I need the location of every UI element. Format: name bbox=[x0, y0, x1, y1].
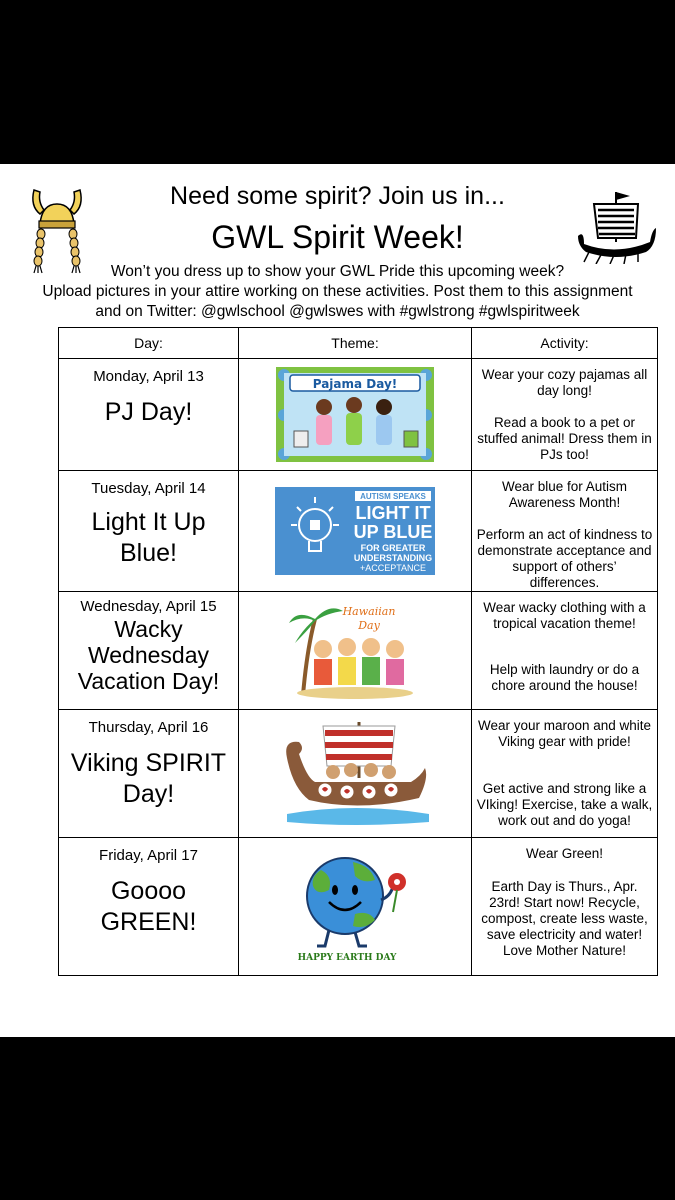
footer-text: Take pictures! Post them to this assignment and Twitter! @gwlswes @GWLSchool #gwlstrong #gwlspiritweek bbox=[35, 1116, 640, 1130]
viking-boat-image bbox=[279, 718, 431, 830]
activity-cell bbox=[472, 710, 658, 838]
day-name bbox=[59, 507, 238, 569]
day-name-line: Vacation Day! bbox=[77, 668, 220, 694]
day-name-line: Goooo bbox=[110, 877, 187, 905]
day-cell bbox=[59, 592, 239, 710]
theme-cell bbox=[239, 710, 472, 838]
activity-text: Wear wacky clothing with a tropical vacation theme! bbox=[483, 600, 646, 631]
activity-text: Earth Day is Thurs., Apr. 23rd! Start now! Recycle, compost, create less waste, save electricity and water! Love Mother Nature! bbox=[481, 879, 648, 958]
day-name-line: Wacky bbox=[114, 616, 183, 642]
page-subtitle: Need some spirit? Join us in... bbox=[170, 182, 505, 210]
activity-cell bbox=[472, 838, 658, 976]
day-date: Thursday, April 16 bbox=[88, 719, 209, 736]
activity-cell bbox=[472, 592, 658, 710]
day-name-line: Day! bbox=[122, 780, 175, 808]
image-caption: FOR GREATER bbox=[360, 543, 426, 553]
activity-text: Wear blue for Autism Awareness Month! bbox=[501, 479, 628, 510]
happy-earth-day-image bbox=[293, 850, 417, 964]
activity-cell bbox=[472, 359, 658, 471]
day-name-line: PJ Day! bbox=[104, 398, 193, 426]
activity-text: Help with laundry or do a chore around the house! bbox=[489, 662, 640, 693]
theme-cell bbox=[239, 592, 472, 710]
activity-text: Get active and strong like a VIking! Exercise, take a walk, work out and do yoga! bbox=[476, 781, 653, 828]
day-name bbox=[59, 748, 238, 810]
day-name bbox=[59, 616, 238, 694]
activity-text: Perform an act of kindness to demonstrate acceptance and support of others’ differences. bbox=[476, 527, 653, 590]
activity-text: Wear your maroon and white Viking gear with pride! bbox=[477, 718, 652, 749]
image-caption: Hawaiian bbox=[342, 604, 396, 618]
intro-line: Won’t you dress up to show your GWL Pride this upcoming week? bbox=[110, 263, 565, 280]
day-cell bbox=[59, 710, 239, 838]
day-name bbox=[59, 397, 238, 428]
activity-text: Read a book to a pet or stuffed animal! Dress them in PJs too! bbox=[477, 415, 652, 462]
pajama-day-image bbox=[276, 367, 434, 462]
hawaiian-day-image bbox=[289, 599, 421, 703]
image-caption: AUTISM SPEAKS bbox=[360, 492, 426, 501]
day-date: Tuesday, April 14 bbox=[91, 480, 206, 497]
image-caption: LIGHT IT bbox=[355, 503, 431, 523]
day-name-line: Blue! bbox=[120, 539, 177, 567]
day-date: Monday, April 13 bbox=[93, 368, 204, 385]
day-name-line: Light It Up bbox=[91, 508, 206, 536]
day-date: Friday, April 17 bbox=[99, 847, 198, 864]
intro-line: and on Twitter: @gwlschool @gwlswes with #gwlstrong #gwlspiritweek bbox=[95, 303, 580, 320]
intro-line: Upload pictures in your attire working on these activities. Post them to this assignment bbox=[42, 283, 633, 300]
day-name-line: Wednesday bbox=[87, 642, 210, 668]
image-caption: Day bbox=[358, 618, 380, 632]
day-name-line: Viking SPIRIT bbox=[70, 749, 227, 777]
day-cell bbox=[59, 838, 239, 976]
column-header-day: Day: bbox=[59, 328, 239, 359]
table-header-row bbox=[59, 328, 658, 359]
schedule-table bbox=[58, 327, 658, 976]
day-cell bbox=[59, 359, 239, 471]
light-it-up-blue-image bbox=[275, 487, 435, 575]
table-row bbox=[59, 471, 658, 592]
day-date: Wednesday, April 15 bbox=[80, 598, 217, 615]
column-header-theme: Theme: bbox=[239, 328, 472, 359]
column-header-activity: Activity: bbox=[472, 328, 658, 359]
theme-cell bbox=[239, 838, 472, 976]
table-row bbox=[59, 710, 658, 838]
table-row bbox=[59, 359, 658, 471]
table-row bbox=[59, 838, 658, 976]
activity-text: Wear your cozy pajamas all day long! bbox=[481, 367, 648, 398]
day-cell bbox=[59, 471, 239, 592]
day-name-line: GREEN! bbox=[100, 908, 197, 936]
activity-cell bbox=[472, 471, 658, 592]
day-name bbox=[59, 876, 238, 938]
earth-day-label: HAPPY EARTH DAY bbox=[297, 952, 397, 963]
image-caption: UP BLUE bbox=[353, 522, 433, 542]
intro-text bbox=[0, 262, 675, 322]
flyer-page bbox=[0, 164, 675, 1130]
image-caption: +ACCEPTANCE bbox=[359, 563, 427, 573]
theme-cell bbox=[239, 471, 472, 592]
pajama-day-label: Pajama Day! bbox=[312, 377, 398, 391]
table-row bbox=[59, 592, 658, 710]
page-title: GWL Spirit Week! bbox=[211, 219, 464, 255]
activity-text: Wear Green! bbox=[525, 846, 604, 861]
theme-cell bbox=[239, 359, 472, 471]
image-caption: UNDERSTANDING bbox=[353, 553, 433, 563]
